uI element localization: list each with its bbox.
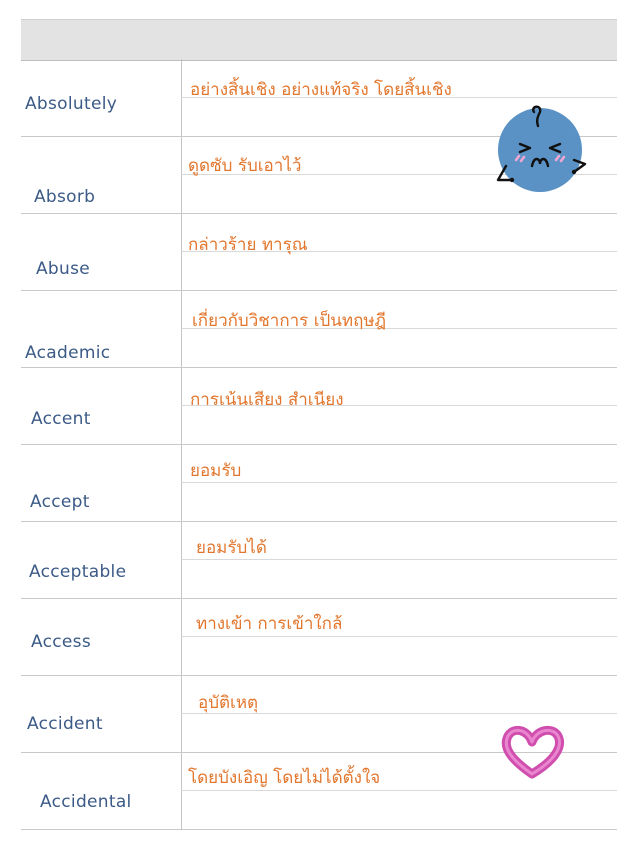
vocab-word: Accent <box>31 409 91 429</box>
vocab-word: Accidental <box>40 792 132 812</box>
vocab-word: Accept <box>30 492 90 512</box>
vocab-word: Absolutely <box>25 94 118 114</box>
row-divider <box>21 675 617 676</box>
vocab-meaning: อย่างสิ้นเชิง อย่างแท้จริง โดยสิ้นเชิง <box>190 80 452 100</box>
vocab-word: Academic <box>25 343 111 363</box>
row-divider <box>21 829 617 830</box>
row-divider <box>21 290 617 291</box>
vocab-word: Access <box>31 632 91 652</box>
vocab-word: Acceptable <box>29 562 127 582</box>
row-divider <box>21 213 617 214</box>
vocab-meaning: โดยบังเอิญ โดยไม่ได้ตั้งใจ <box>188 768 381 788</box>
meaning-line <box>181 482 617 483</box>
heart-sticker-icon <box>498 722 568 782</box>
row-divider <box>21 521 617 522</box>
vocab-meaning: อุบัติเหตุ <box>198 693 259 713</box>
vocab-meaning: กล่าวร้าย ทารุณ <box>188 235 308 255</box>
vocab-word: Absorb <box>34 187 96 207</box>
vocab-meaning: เกี่ยวกับวิชาการ เป็นทฤษฎี <box>192 311 387 331</box>
row-divider <box>21 598 617 599</box>
vocab-word: Abuse <box>36 259 91 279</box>
vocab-meaning: การเน้นเสียง สำเนียง <box>190 390 344 410</box>
vocab-meaning: ยอมรับได้ <box>196 538 267 558</box>
vocab-meaning: ทางเข้า การเข้าใกล้ <box>196 614 343 634</box>
vocab-meaning: ยอมรับ <box>190 461 242 481</box>
vocab-meaning: ดูดซับ รับเอาไว้ <box>188 156 302 176</box>
blue-face-sticker-icon <box>494 102 590 194</box>
row-divider <box>21 444 617 445</box>
row-divider <box>21 367 617 368</box>
vocab-word: Accident <box>27 714 103 734</box>
table-header-bar <box>21 19 617 61</box>
